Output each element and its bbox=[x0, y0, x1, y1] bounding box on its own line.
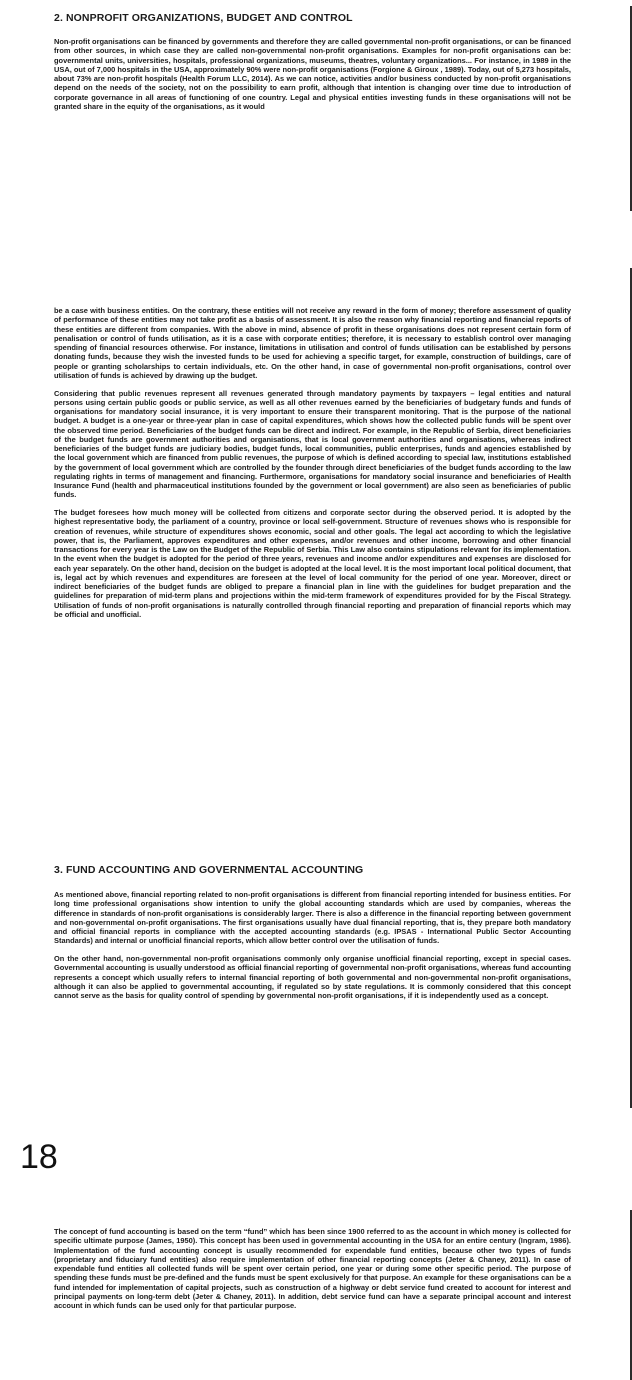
section-3-continued bbox=[54, 1227, 571, 1319]
section-3-paragraph-3: The concept of fund accounting is based on the term “fund” which has been since 1900 referred to as the account in which money is collected for specific ultimate purpose (James, 1950). This concept has been used in governmental accounting in the USA for an entire century (Ingram, 1986). Implementation of the fund accounting concept is usually recommended for expendable fund entities, because other two types of funds (proprietary and fiduciary fund entities) also require implementation of other financial reporting concepts (Jeter & Chaney, 2011). In case of expendable fund entities all collected funds will be spent over certain period, one year or during some other specific period. The purpose of spending these funds must be pre-defined and the funds must be spent exclusively for that purpose. An example for these organisations can be a fund intended for implementation of capital projects, such as construction of a highway or debt service fund created to account for interest and principal payments on long-term debt (Jeter & Chaney, 2011). In addition, debt service fund can have a separate principal account and interest account in which funds can be used only for that particular purpose. bbox=[54, 1227, 571, 1310]
section-3-heading: 3. FUND ACCOUNTING AND GOVERNMENTAL ACCOUNTING bbox=[54, 864, 364, 876]
section-3-paragraph-1: As mentioned above, financial reporting related to non-profit organisations is different from financial reporting intended for business entities. For long time professional organisations show intention to unify the global accounting standards which are used by companies, whereas the difference in standards of non-profit organisations is considerably larger. There is also a difference in the financial reporting between government and non-governmental on-profit organisations. The first organisations usually have dual financial reporting, that is, they prepare both mandatory and official financial reports in compliance with the accepted accounting standards (e.g. IPSAS - International Public Sector Accounting Standards) and internal or unofficial financial reports, which allow better control over the utilisation of funds. bbox=[54, 890, 571, 946]
section-2-paragraph-4: The budget foresees how much money will be collected from citizens and corporate sector during the observed period. It is adopted by the highest representative body, the parliament of a country, province or local self-government. Structure of revenues shows who is responsible for creation of revenues, while structure of expenditures shows economic, social and other goals. The legal act according to which the legislative power, that is, the Parliament, approves expenditures and other expenses, and/or revenues and other income, borrowing and other financial transactions for every year is the Law on the Budget of the Republic of Serbia. This Law also contains stipulations relevant for its implementation. In the event when the budget is adopted for the period of three years, revenues and income and/or expenditures and expenses are disclosed for each year separately. On the other hand, decision on the budget is adopted at the local level. It is the most important local political document, that is, legal act by which revenues and expenditures are foreseen at the level of local community for the period of one year. Moreover, direct or indirect beneficiaries of the budget funds are obliged to prepare a financial plan in line with the guidelines for budget preparation and the guidelines for preparation of mid-term plans and projections within the mid-term framework of expenditures provided for by the Fiscal Strategy. Utilisation of funds of non-profit organisations is naturally controlled through financial reporting and preparation of financial reports which may be official and unofficial. bbox=[54, 508, 571, 619]
section-2-intro bbox=[54, 37, 571, 120]
section-3-paragraph-2: On the other hand, non-governmental non-profit organisations commonly only organise unofficial financial reporting, except in special cases. Governmental accounting is usually understood as official financial reporting of governmental non-profit organisations, whereas fund accounting represents a concept which usually refers to internal financial reporting of both governmental and non-governmental non-profit organisations, although it can also be applied to governmental accounting, if regulated so by state regulations. It is commonly considered that this concept cannot serve as the basis for quality control of spending by governmental non-profit organisations, if it is independently used as a concept. bbox=[54, 954, 571, 1001]
page-number: 18 bbox=[20, 1138, 58, 1176]
section-2-body bbox=[54, 306, 571, 628]
section-2-paragraph-2: be a case with business entities. On the contrary, these entities will not receive any reward in the form of money; therefore assessment of quality of performance of these entities may not take profit as a basis of assessment. It is also the reason why financial reporting and financial reports of these entities are different from companies. With the above in mind, absence of profit in these organisations does not represent certain form of penalisation or control of funds utilisation, as it is a case with corporate entities; therefore, it is necessary to establish control over managing spending of financial resources otherwise. For instance, limitations in utilisation and control of funds utilisation can be established by persons donating funds, because they wish the invested funds to be used for achieving a specific target, for example, construction of buildings, care of people or granting scholarships to certain individuals, etc. On the other hand, in case of governmental non-profit organisations, control over utilisation of funds is achieved by drawing up the budget. bbox=[54, 306, 571, 380]
section-2-heading: 2. NONPROFIT ORGANIZATIONS, BUDGET AND CONTROL bbox=[54, 12, 353, 24]
section-2-paragraph-3: Considering that public revenues represent all revenues generated through mandatory payments by taxpayers – legal entities and natural persons using certain public goods or public service, as well as all other revenues earned by the beneficiaries of budgetary funds and funds of organisations for mandatory social insurance, it is very important to ensure their transparent monitoring. That is the purpose of the national budget. A budget is a one-year or three-year plan in case of capital expenditures, which shows how the collected public funds will be spent over the observed time period. Beneficiaries of the budget funds can be direct and indirect. For example, in the Republic of Serbia, direct beneficiaries of the budget funds are government authorities and organisations, that is local government authorities and organisations, whereas indirect beneficiaries of the budget funds are judiciary bodies, budget funds, local communities, public enterprises, funds and agencies established by the local government which are financed from public revenues, the purpose of which is defined according to special law, institutions established by the government of local government which are controlled by the founder through direct beneficiaries of the budget funds according to the law regulating rights in terms of management and financing. Furthermore, organisations for mandatory social insurance and beneficiaries of Health Insurance Fund (health and pharmaceutical institutions founded by the government or local government) are also seen as beneficiaries of public funds. bbox=[54, 388, 571, 500]
section-3-body bbox=[54, 890, 571, 1009]
section-2-paragraph-1: Non-profit organisations can be financed by governments and therefore they are called governmental non-profit organisations, or can be financed from other sources, in which case they are called non-governmental non-profit organisations. Examples for non-profit organisations can be: governmental units, universities, hospitals, professional organizations, museums, theatres, voluntary organizations... For instance, in 1989 in the USA, out of 7,000 hospitals in the USA, approximately 90% were non-profit organisations (Forgione & Giroux , 1989). Today, out of 5,273 hospitals, about 73% are non-profit hospitals (Health Forum LLC, 2014). As we can notice, activities and/or business conducted by non-profit organisations depend on the needs of the society, not on the possibility to earn profit, although that intention is changing over time due to introduction of corporate governance in all areas of functioning of one country. Legal and physical entities investing funds in these organisations will not be granted share in the equity of the organisations, as it would bbox=[54, 37, 571, 111]
